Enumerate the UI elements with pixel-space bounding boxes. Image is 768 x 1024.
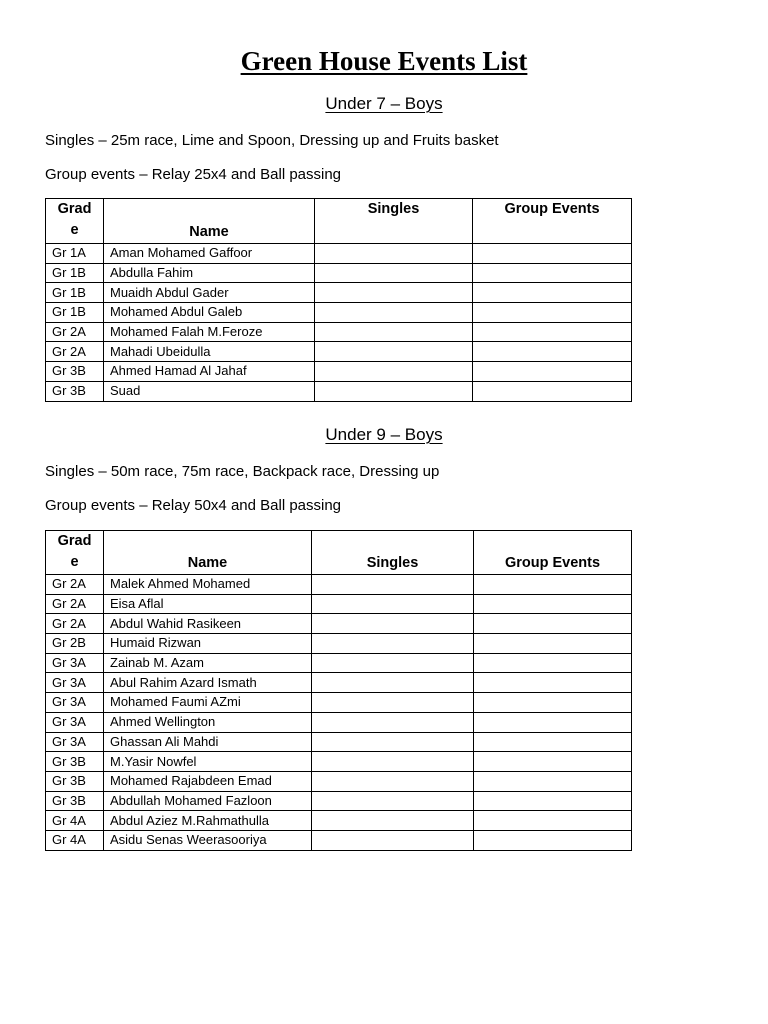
- group-events-header: Group Events: [474, 531, 632, 575]
- grade-header: Grad e: [46, 199, 104, 244]
- singles-cell: [315, 303, 473, 323]
- table-row: [46, 673, 632, 693]
- group-events-cell: [473, 244, 632, 264]
- grade-cell: Gr 1B: [46, 303, 104, 323]
- grade-header: Grad e: [46, 531, 104, 575]
- grade-cell: Gr 3B: [46, 381, 104, 401]
- group-events-line: Group events – Relay 25x4 and Ball passing: [45, 166, 342, 183]
- group-events-cell: [473, 303, 632, 323]
- group-events-cell: [474, 594, 632, 614]
- table-row: [46, 732, 632, 752]
- group-events-cell: [474, 830, 632, 850]
- singles-header: Singles: [315, 199, 473, 244]
- singles-events-line: Singles – 50m race, 75m race, Backpack race, Dressing up: [45, 463, 440, 480]
- group-events-cell: [474, 752, 632, 772]
- name-cell: Mohamed Falah M.Feroze: [104, 322, 315, 342]
- group-events-header: Group Events: [473, 199, 632, 244]
- name-cell: Suad: [104, 381, 315, 401]
- grade-cell: Gr 3B: [46, 362, 104, 382]
- group-events-cell: [474, 673, 632, 693]
- table-row: [46, 263, 632, 283]
- grade-cell: Gr 1B: [46, 283, 104, 303]
- singles-cell: [312, 712, 474, 732]
- singles-cell: [312, 732, 474, 752]
- grade-cell: Gr 2A: [46, 594, 104, 614]
- table-row: [46, 362, 632, 382]
- table-row: [46, 791, 632, 811]
- table-row: [46, 381, 632, 401]
- table-row: [46, 283, 632, 303]
- singles-cell: [315, 362, 473, 382]
- grade-cell: Gr 4A: [46, 830, 104, 850]
- group-events-line: Group events – Relay 50x4 and Ball passing: [45, 497, 342, 514]
- grade-cell: Gr 2A: [46, 322, 104, 342]
- name-cell: M.Yasir Nowfel: [104, 752, 312, 772]
- group-events-cell: [474, 693, 632, 713]
- singles-cell: [315, 244, 473, 264]
- grade-cell: Gr 3A: [46, 673, 104, 693]
- table-row: [46, 342, 632, 362]
- singles-cell: [312, 811, 474, 831]
- singles-cell: [312, 653, 474, 673]
- group-events-cell: [473, 263, 632, 283]
- table-row: [46, 752, 632, 772]
- group-events-cell: [474, 653, 632, 673]
- name-cell: Abdullah Mohamed Fazloon: [104, 791, 312, 811]
- singles-cell: [315, 381, 473, 401]
- group-events-cell: [474, 811, 632, 831]
- table-row: [46, 594, 632, 614]
- name-cell: Abul Rahim Azard Ismath: [104, 673, 312, 693]
- name-cell: Abdulla Fahim: [104, 263, 315, 283]
- grade-cell: Gr 1B: [46, 263, 104, 283]
- grade-cell: Gr 2B: [46, 634, 104, 654]
- grade-cell: Gr 4A: [46, 811, 104, 831]
- name-cell: Abdul Wahid Rasikeen: [104, 614, 312, 634]
- name-header: Name: [104, 199, 315, 244]
- singles-cell: [312, 634, 474, 654]
- singles-cell: [312, 575, 474, 595]
- singles-cell: [315, 342, 473, 362]
- section-heading-under-9: Under 9 – Boys: [325, 425, 443, 444]
- table-row: [46, 712, 632, 732]
- table-row: [46, 830, 632, 850]
- singles-cell: [315, 263, 473, 283]
- name-cell: Asidu Senas Weerasooriya: [104, 830, 312, 850]
- group-events-cell: [474, 712, 632, 732]
- grade-cell: Gr 3A: [46, 732, 104, 752]
- name-cell: Mohamed Faumi AZmi: [104, 693, 312, 713]
- name-cell: Malek Ahmed Mohamed: [104, 575, 312, 595]
- group-events-cell: [474, 732, 632, 752]
- singles-cell: [312, 594, 474, 614]
- name-cell: Abdul Aziez M.Rahmathulla: [104, 811, 312, 831]
- singles-cell: [312, 771, 474, 791]
- table-row: [46, 771, 632, 791]
- group-events-cell: [473, 362, 632, 382]
- events-table-under-7: [45, 198, 632, 402]
- group-events-cell: [474, 614, 632, 634]
- grade-cell: Gr 3A: [46, 653, 104, 673]
- name-cell: Mohamed Rajabdeen Emad: [104, 771, 312, 791]
- name-cell: Mohamed Abdul Galeb: [104, 303, 315, 323]
- name-cell: Mahadi Ubeidulla: [104, 342, 315, 362]
- name-cell: Ahmed Wellington: [104, 712, 312, 732]
- name-cell: Aman Mohamed Gaffoor: [104, 244, 315, 264]
- group-events-cell: [473, 283, 632, 303]
- singles-cell: [312, 791, 474, 811]
- table-body: [46, 244, 632, 402]
- grade-cell: Gr 3B: [46, 752, 104, 772]
- singles-cell: [312, 752, 474, 772]
- singles-cell: [312, 693, 474, 713]
- table-row: [46, 653, 632, 673]
- singles-events-line: Singles – 25m race, Lime and Spoon, Dressing up and Fruits basket: [45, 132, 499, 149]
- singles-cell: [312, 614, 474, 634]
- group-events-cell: [474, 791, 632, 811]
- singles-cell: [312, 673, 474, 693]
- grade-cell: Gr 3B: [46, 791, 104, 811]
- name-cell: Eisa Aflal: [104, 594, 312, 614]
- name-cell: Muaidh Abdul Gader: [104, 283, 315, 303]
- group-events-cell: [474, 575, 632, 595]
- name-header: Name: [104, 531, 312, 575]
- table-row: [46, 244, 632, 264]
- name-cell: Zainab M. Azam: [104, 653, 312, 673]
- table-row: [46, 634, 632, 654]
- events-table-under-9: [45, 530, 632, 851]
- table-row: [46, 811, 632, 831]
- grade-cell: Gr 3B: [46, 771, 104, 791]
- document-title: Green House Events List: [240, 46, 528, 76]
- group-events-cell: [473, 342, 632, 362]
- name-cell: Humaid Rizwan: [104, 634, 312, 654]
- table-row: [46, 322, 632, 342]
- group-events-cell: [473, 381, 632, 401]
- table-row: [46, 575, 632, 595]
- group-events-cell: [474, 771, 632, 791]
- name-cell: Ahmed Hamad Al Jahaf: [104, 362, 315, 382]
- singles-cell: [315, 283, 473, 303]
- group-events-cell: [473, 322, 632, 342]
- singles-header: Singles: [312, 531, 474, 575]
- grade-cell: Gr 3A: [46, 693, 104, 713]
- singles-cell: [312, 830, 474, 850]
- group-events-cell: [474, 634, 632, 654]
- grade-cell: Gr 2A: [46, 614, 104, 634]
- grade-cell: Gr 2A: [46, 575, 104, 595]
- grade-cell: Gr 2A: [46, 342, 104, 362]
- table-row: [46, 303, 632, 323]
- table-row: [46, 614, 632, 634]
- table-row: [46, 693, 632, 713]
- grade-cell: Gr 3A: [46, 712, 104, 732]
- section-heading-under-7: Under 7 – Boys: [325, 94, 443, 113]
- grade-cell: Gr 1A: [46, 244, 104, 264]
- table-body: [46, 575, 632, 851]
- singles-cell: [315, 322, 473, 342]
- name-cell: Ghassan Ali Mahdi: [104, 732, 312, 752]
